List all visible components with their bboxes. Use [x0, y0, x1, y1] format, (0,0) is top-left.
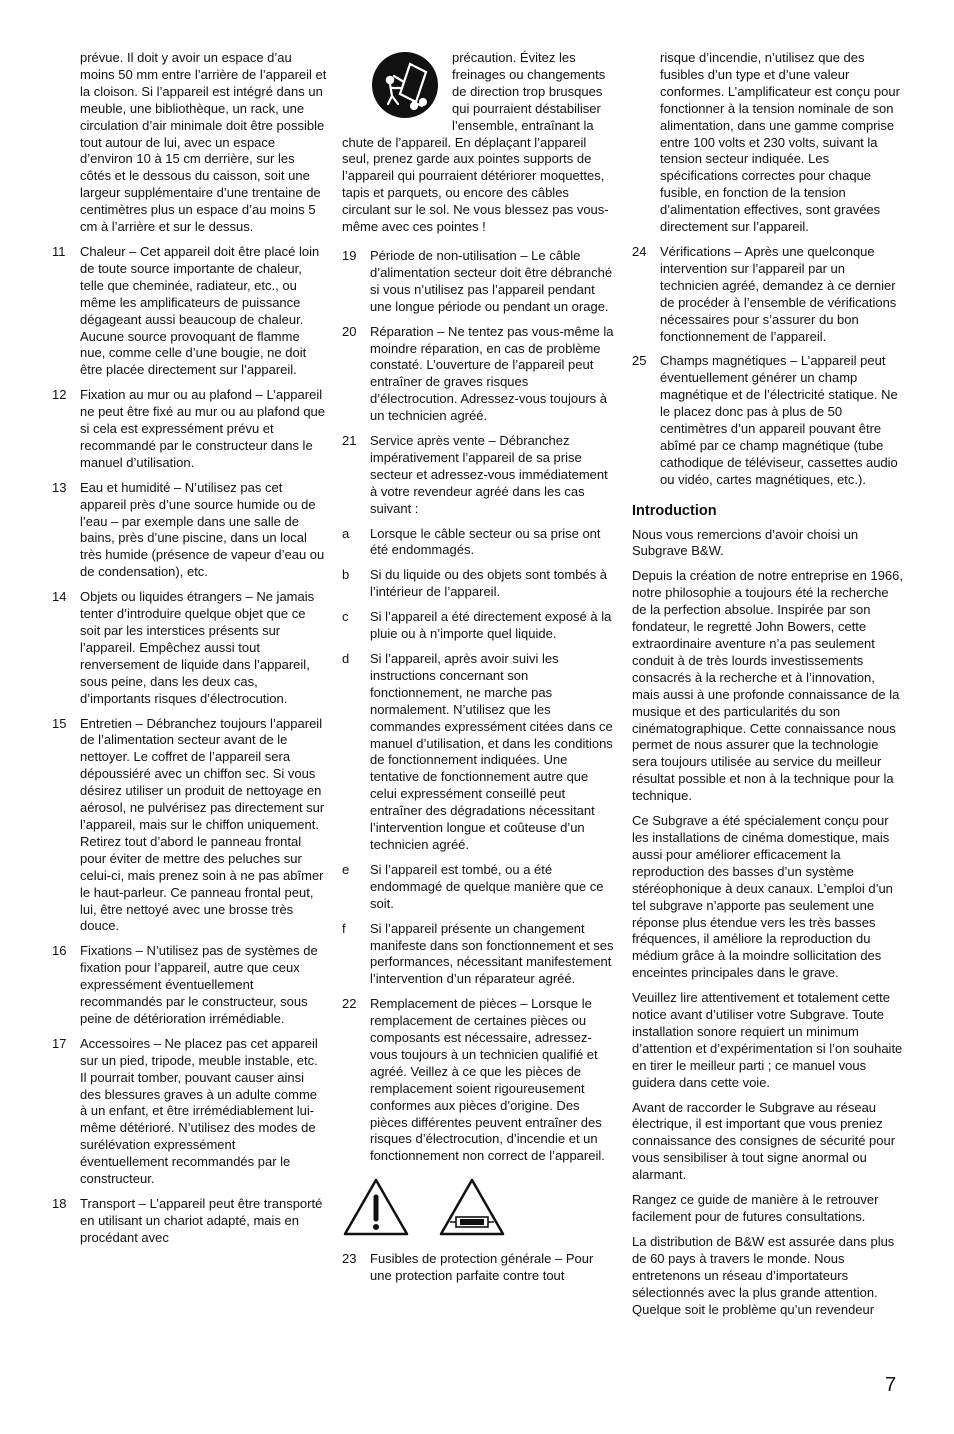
safety-item-f	[342, 921, 614, 989]
item-text: Si l’appareil présente un changement manifeste dans son fonctionnement et ses performances, nécessitant manifestement l’intervention d’un réparateur agréé.	[370, 920, 614, 987]
item-text: Objets ou liquides étrangers – Ne jamais tenter d’introduire quelque objet que ce soit par les interstices présents sur l’appareil. Empêchez aussi tout renversement de liquide dans l’appareil, sous peine, dans les deux cas, d’importants risques d’électrocution.	[80, 589, 315, 706]
column-2	[342, 50, 614, 1293]
continued-paragraph: précaution. Évitez les freinages ou changements de direction trop brusques qui pourraient déstabiliser l’ensemble, entraînant la chute de l’appareil. En déplaçant l’appareil seul, prenez garde aux pointes supports de l’appareil qui pourraient détériorer moquettes, tapis et parquets, ou encore des câbles circulant sur le sol. Ne vous blessez pas vous-même avec ces pointes !	[342, 50, 609, 235]
safety-item-12	[52, 387, 327, 472]
item-number: 20	[342, 323, 357, 339]
item-text: Si l’appareil est tombé, ou a été endommagé de quelque manière que ce soit.	[370, 861, 604, 911]
safety-item-11	[52, 244, 327, 379]
item-number: 23	[342, 1251, 357, 1267]
item-text: Entretien – Débranchez toujours l’appareil de l’alimentation secteur avant de le nettoyer. Le coffret de l’appareil sera dépoussiéré avec un chiffon sec. Si vous désirez utiliser un produit de nettoyage en aérosol, ne pulvérisez pas directement sur l’appareil, mais sur le chiffon uniquement. Retirez tout d’abord le panneau frontal pour éviter de mettre des peluches sur celui-ci, mais prenez soin à ne pas abîmer le haut-parleur. Ce panneau frontal peut, lui, être nettoyé avec une brosse très douce.	[80, 715, 325, 934]
safety-item-c	[342, 609, 614, 643]
item-text: Fixations – N’utilisez pas de systèmes de fixation pour l’appareil, autre que ceux expressément éventuellement recommandés par le constructeur, sous peine de détérioration irrémédiable.	[80, 943, 318, 1026]
continued-paragraph: risque d’incendie, n’utilisez que des fusibles d’un type et d’une valeur conformes. L’amplificateur est conçu pour fonctionner à la tension nominale de son alimentation, dans une gamme comprise entre 100 volts et 230 volts, suivant la tension secteur indiquée. Les spécifications correctes pour chaque fusible, en fonction de la tension d’alimentation effectives, sont gravées directement sur l’appareil.	[660, 50, 900, 235]
item-number: 13	[52, 479, 67, 495]
item-text: Fixation au mur ou au plafond – L’appareil ne peut être fixé au mur ou au plafond que si cela est expressément prévu et recommandé par le constructeur dans le manuel d’utilisation.	[80, 387, 326, 470]
item-number: e	[342, 861, 350, 877]
intro-paragraph: Veuillez lire attentivement et totalement cette notice avant d’utiliser votre Subgrave. Toute installation sonore requiert un minimum d’attention et d’expérimentation si l’on souhaite en tirer le meilleur parti ; ce manuel vous guidera dans cette voie.	[632, 990, 903, 1090]
item-text: Vérifications – Après une quelconque intervention sur l’appareil par un technicien agréé, demandez à ce dernier de procéder à l’ensemble de vérifications nécessaires pour s’assurer du bon fonctionnement de l’appareil.	[660, 243, 897, 344]
item-number: f	[342, 920, 346, 936]
safety-item-18	[52, 1196, 327, 1247]
item-text: Chaleur – Cet appareil doit être placé loin de toute source importante de chaleur, telle que cheminée, radiateur, etc., ou même les amplificateurs de puissance dégageant aussi beaucoup de chaleur. Aucune source provoquant de flamme nue, comme celle d’une bougie, ne doit être placée directement sur l’appareil.	[80, 243, 320, 378]
item-number: 12	[52, 387, 67, 403]
item-number: b	[342, 567, 350, 583]
item-text: Eau et humidité – N’utilisez pas cet appareil près d’une source humide ou de l’eau – par exemple dans une salle de bains, près d’une piscine, dans un local très humide (présence de vapeur d’eau ou de condensation), etc.	[80, 479, 325, 580]
exclamation-warning-icon	[342, 1177, 410, 1237]
safety-item-13	[52, 480, 327, 581]
safety-item-23	[342, 1251, 614, 1285]
item-text: Fusibles de protection générale – Pour une protection parfaite contre tout	[370, 1251, 594, 1284]
cart-tip-over-icon	[370, 50, 440, 120]
safety-item-e	[342, 862, 614, 913]
safety-item-a	[342, 526, 614, 560]
item-text: Remplacement de pièces – Lorsque le remplacement de certaines pièces ou composants est nécessaire, adressez-vous toujours à un technicien qualifié et agréé. Veillez à ce que les pièces de remplacement soient rigoureusement conformes aux pièces d’origine. Des pièces différentes peuvent entraîner des risques d’électrocution, d’incendie et un fonctionnement non correct de l’appareil.	[370, 996, 605, 1164]
item-number: d	[342, 651, 350, 666]
intro-paragraph: Nous vous remercions d’avoir choisi un Subgrave B&W.	[632, 526, 859, 559]
safety-item-b	[342, 567, 614, 601]
intro-paragraph: Depuis la création de notre entreprise en 1966, notre philosophie a toujours été la recherche de la perfection absolue. Inspirée par son fondateur, le regretté John Bowers, cette extraordinaire aventure n’a pas seulement conduit à de très lourds investissements consacrés à la recherche et à l’innovation, mais aussi à une profonde connaissance de la musique et des particularités du son cinématographique. Cette connaissance nous permet de nous assurer que la technologie sera toujours utilisée au service du meilleur résultat possible et non à la technique pour la technique.	[632, 568, 904, 804]
safety-item-d	[342, 651, 614, 854]
section-heading-introduction: Introduction	[632, 502, 717, 519]
intro-paragraph: Ce Subgrave a été spécialement conçu pour les installations de cinéma domestique, mais aussi pour améliorer efficacement la reproduction des basses d’un système stéréophonique à deux canaux. L’emploi d’un tel subgrave n’apporte pas seulement une réponse plus étendue vers les très basses fréquences, il améliore la reproduction du médium grâce à la moindre sollicitation des enceintes principales dans le grave.	[632, 813, 893, 981]
item-text: Si l’appareil, après avoir suivi les instructions concernant son fonctionnement, ne marche pas normalement. N’utilisez que les commandes expressément citées dans ce manuel d’utilisation, et dans les conditions de fonctionnement indiquées. Une tentative de fonctionnement autre que celui expressément conseillé peut entraîner des dégradations nécessitant l’intervention longue et coûteuse d’un technicien agréé.	[370, 651, 613, 852]
safety-item-25	[632, 353, 904, 488]
safety-item-19	[342, 248, 614, 316]
item-text: Réparation – Ne tentez pas vous-même la moindre réparation, en cas de problème constaté. L’ouverture de l’appareil peut entraîner de graves risques d’électrocution. Adressez-vous toujours à un technicien agréé.	[370, 323, 614, 424]
item-number: 14	[52, 589, 67, 605]
cart-warning-block	[342, 50, 614, 236]
safety-item-21	[342, 433, 614, 518]
item-text: Si l’appareil a été directement exposé à la pluie ou à n’importe quel liquide.	[370, 609, 612, 642]
fuse-warning-icon	[438, 1177, 506, 1237]
column-3	[632, 50, 904, 1326]
item-number: 16	[52, 943, 67, 959]
item-text: Lorsque le câble secteur ou sa prise ont été endommagés.	[370, 525, 601, 558]
item-number: a	[342, 525, 350, 541]
item-text: Champs magnétiques – L’appareil peut éventuellement générer un champ magnétique et de l’électricité statique. Ne le placez donc pas à plus de 50 centimètres d’un appareil pouvant être abîmé par ce champ magnétique (tube cathodique de téléviseur, cassettes audio ou vidéo, cartes magnétiques, etc.).	[660, 353, 898, 487]
item-number: 18	[52, 1196, 67, 1211]
column-1	[52, 50, 327, 1255]
item-text: Transport – L’appareil peut être transporté en utilisant un chariot adapté, mais en procédant avec	[80, 1196, 323, 1245]
item-text: Service après vente – Débranchez impérativement l’appareil de sa prise secteur et adressez-vous immédiatement à votre revendeur agréé dans les cas suivant :	[370, 433, 608, 516]
item-number: 15	[52, 715, 67, 731]
safety-item-14	[52, 589, 327, 707]
safety-item-22	[342, 996, 614, 1165]
item-text: Si du liquide ou des objets sont tombés à l’intérieur de l’appareil.	[370, 567, 608, 600]
item-number: 22	[342, 996, 357, 1012]
page-number: 7	[885, 1374, 897, 1396]
item-number: 17	[52, 1035, 67, 1051]
intro-paragraph: La distribution de B&W est assurée dans plus de 60 pays à travers le monde. Nous entretenons un réseau d’importateurs sélectionnés avec la plus grande attention. Quelque soit le problème qu’un revendeur	[632, 1233, 895, 1317]
item-number: c	[342, 609, 349, 625]
safety-item-24	[632, 244, 904, 345]
intro-paragraph: Avant de raccorder le Subgrave au réseau électrique, il est important que vous preniez connaissance des consignes de sécurité pour vous sensibiliser à tout signe anormal ou alarmant.	[632, 1099, 896, 1183]
item-number: 21	[342, 433, 357, 449]
item-number: 25	[632, 353, 647, 369]
safety-item-17	[52, 1036, 327, 1188]
intro-paragraph: Rangez ce guide de manière à le retrouver facilement pour de futures consultations.	[632, 1192, 879, 1224]
continued-paragraph: prévue. Il doit y avoir un espace d’au moins 50 mm entre l’arrière de l’appareil et la cloison. Si l’appareil est intégré dans un meuble, une bibliothèque, un rack, une circulation d’air minimale doit être possible tout autour de lui, avec un espace d’environ 10 à 15 cm derrière, sur les côtés et le dessous du caisson, soit une largeur supplémentaire d’une trentaine de centimètres plus un espace d’au moins 5 cm à l’arrière et sur le dessus.	[80, 50, 327, 235]
item-number: 19	[342, 247, 357, 263]
safety-item-16	[52, 943, 327, 1028]
safety-item-20	[342, 324, 614, 425]
safety-item-15	[52, 716, 327, 936]
item-text: Période de non-utilisation – Le câble d’alimentation secteur doit être débranché si vous n’utilisez pas l’appareil pendant une longue période ou pendant un orage.	[370, 247, 613, 314]
item-number: 24	[632, 243, 647, 259]
item-text: Accessoires – Ne placez pas cet appareil sur un pied, tripode, meuble instable, etc. Il pourrait tomber, pouvant causer ainsi des blessures graves à un adulte comme à un enfant, et être irrémédiablement lui-même détérioré. N’utilisez des modes de surélévation expressément éventuellement recommandés par le constructeur.	[80, 1035, 318, 1187]
warning-symbols	[342, 1177, 614, 1237]
item-number: 11	[52, 243, 66, 259]
